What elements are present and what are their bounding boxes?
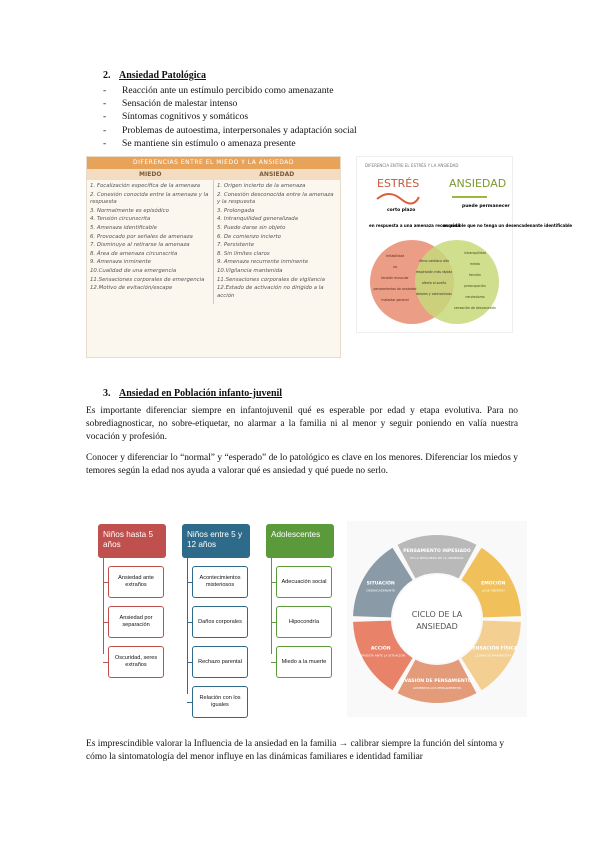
- group-item: Oscuridad, seres extraños: [108, 646, 164, 678]
- cycle-segment-sub: AUMENTAN LOS PENSAMIENTOS: [412, 686, 462, 690]
- section-number: 2.: [103, 70, 111, 81]
- cycle-center-circle: [393, 575, 481, 663]
- cycle-segment-title: SENSACIÓN FÍSICA: [469, 646, 518, 652]
- section-title: Ansiedad en Población infanto-juvenil: [119, 388, 283, 399]
- venn-left-desc: en respuesta a una amenaza reconocida: [369, 223, 460, 228]
- group-header: Niños entre 5 y 12 años: [182, 524, 250, 558]
- cycle-segment-title: PENSAMIENTO INPESIADO: [403, 549, 471, 554]
- group-item: Ansiedad por separación: [108, 606, 164, 638]
- stress-anxiety-venn-image: [356, 156, 573, 333]
- cycle-center-label: ANSIEDAD: [416, 622, 458, 631]
- venn-left-item: pensamientos de ansiedad: [373, 287, 417, 291]
- miedo-item: 11.Sensaciones corporales de emergencia: [90, 276, 205, 283]
- connector-line: [103, 558, 104, 654]
- cycle-segment-title: EMOCIÓN: [481, 581, 506, 587]
- cycle-segment-sub: ¿QUÉ SIENTES?: [481, 588, 505, 593]
- cycle-diagram: [347, 521, 527, 717]
- ansiedad-item: 1. Origen incierto de la amenaza: [217, 183, 306, 189]
- venn-right-item: preocupación: [464, 284, 486, 288]
- group-item: Rechazo parental: [192, 646, 248, 678]
- group-header: Adolescentes: [266, 524, 334, 558]
- miedo-item: 7. Disminuye al retirarse la amenaza: [90, 242, 190, 249]
- cycle-segment-sub: RESPUESTA ANTE LA SITUACIÓN: [356, 653, 405, 658]
- venn-left-item: tensión muscular: [381, 276, 409, 280]
- miedo-column: [87, 180, 213, 304]
- column-header-miedo: MIEDO: [139, 171, 162, 178]
- ansiedad-item: 9. Amenaza recurrente inminente: [217, 259, 309, 266]
- group-item: Daños corporales: [192, 606, 248, 638]
- ansiedad-item: 5. Puede darse sin objeto: [217, 224, 286, 231]
- group-item: Hipocondría: [276, 606, 332, 638]
- table-title: DIFERENCIAS ENTRE EL MIEDO Y LA ANSIEDAD: [87, 157, 340, 169]
- cycle-segment-sub: ES LA BÚSQUEDA DE LA ANSIEDAD: [410, 556, 464, 560]
- symptom-list: [103, 84, 357, 150]
- cycle-segment-sub: DESENCADENANTE: [366, 588, 396, 593]
- ansiedad-item: 4. Intranquilidad generalizada: [217, 216, 298, 223]
- venn-left-title: ESTRÉS: [377, 177, 420, 190]
- connector-line: [271, 558, 272, 654]
- venn-right-item: tensión: [469, 273, 481, 277]
- miedo-item: 5. Amenaza identificable: [90, 224, 157, 231]
- miedo-item: 2. Conexión conocida entre la amenaza y la respuesta: [90, 191, 209, 206]
- venn-title: DIFERENCIA ENTRE EL ESTRÉS Y LA ANSIEDAD: [365, 163, 459, 168]
- cycle-center-label: CICLO DE LA: [411, 610, 463, 619]
- miedo-item: 6. Provocado por señales de amenaza: [90, 233, 193, 240]
- venn-diagram: [357, 157, 573, 332]
- cycle-segment-title: INVASIÓN DE PENSAMIENTOS: [398, 679, 476, 684]
- venn-right-item: nerviosismo: [465, 295, 485, 299]
- venn-right-item: intranquilidad: [463, 251, 487, 255]
- miedo-item: 8. Área de amenaza circunscrita: [90, 250, 178, 257]
- miedo-item: 3. Normalmente es episódico: [90, 207, 169, 214]
- section-heading: [103, 388, 282, 399]
- cycle-segment-title: SITUACIÓN: [366, 581, 395, 587]
- group-item: Acontecimientos misteriosos: [192, 566, 248, 598]
- list-item: - Síntomas cognitivos y somáticos: [103, 110, 357, 123]
- ansiedad-item: 12.Estado de activación no dirigido a la acción: [217, 285, 324, 299]
- ansiedad-item: 10.Vigilancia mantenida: [217, 267, 283, 274]
- venn-center-item: dolores y contracturas: [416, 292, 452, 296]
- ansiedad-item: 6. De comienzo incierto: [217, 233, 281, 240]
- list-item: - Reacción ante un estímulo percibido como amenazante: [103, 84, 357, 97]
- venn-right-arrow: puede permanecer: [462, 204, 510, 209]
- miedo-item: 1. Focalización específica de la amenaza: [90, 183, 201, 189]
- anxiety-cycle-image: [347, 521, 527, 717]
- cycle-segment-sub: ¿CÓMO SE MANIFIESTA?: [475, 653, 512, 658]
- venn-left-item: malestar general: [381, 298, 409, 302]
- group-header: Niños hasta 5 años: [98, 524, 166, 558]
- paragraph: Conocer y diferenciar lo “normal” y “esperado” de lo patológico es clave en los menores. Diferenciar los miedos y temores según la edad nos ayuda a valorar qué es ansiedad y qué puede no serlo.: [86, 453, 518, 476]
- ansiedad-item: 3. Prolongada: [217, 207, 255, 214]
- closing-paragraph: Es imprescindible valorar la Influencia de la ansiedad en la familia → calibrar siempre la función del síntoma y cómo la sintomatología del menor influye en las dinámicas familiares e identidad familiar: [86, 739, 505, 762]
- section-title: Ansiedad Patológica: [119, 70, 206, 81]
- miedo-item: 9. Amenaza inminente: [90, 259, 151, 266]
- paragraph: Es importante diferenciar siempre en infantojuvenil qué es esperable por edad y etapa evolutiva. Para no sobrediagnosticar, no sobre-etiquetar, no alarmar a la familia ni al menor y seguir poniendo en valía nuestra vocación y profesión.: [86, 406, 518, 442]
- venn-right-item: miedo: [470, 262, 480, 266]
- miedo-item: 12.Motivo de evitación/escape: [90, 285, 173, 292]
- section-heading: [103, 70, 206, 81]
- stress-wave-icon: [377, 194, 419, 204]
- venn-left-item: irritabilidad: [385, 254, 405, 258]
- venn-right-item: sensación de desconexión: [454, 306, 496, 310]
- ansiedad-item: 7. Persistente: [217, 242, 255, 249]
- section-number: 3.: [103, 388, 111, 399]
- fear-anxiety-table-image: [86, 156, 341, 358]
- list-item: - Sensación de malestar intenso: [103, 97, 357, 110]
- venn-left-item: ira: [392, 265, 398, 269]
- venn-right-desc: es posible que no tenga un desencadenante identificable: [443, 223, 573, 228]
- group-item: Relación con los iguales: [192, 686, 248, 718]
- connector-line: [187, 558, 188, 694]
- ansiedad-item: 11.Sensaciones corporales de vigilancia: [217, 276, 325, 283]
- ansiedad-item: 2. Conexión desconocida entre la amenaza y la respuesta: [217, 191, 334, 206]
- ansiedad-item: 8. Sin límites claros: [217, 250, 270, 257]
- age-groups-diagram: [96, 520, 336, 725]
- venn-center-item: respiración más rápida: [415, 270, 453, 274]
- venn-left-arrow: corto plazo: [387, 208, 416, 213]
- venn-center-item: afecta al sueño: [421, 281, 447, 285]
- group-item: Adecuación social: [276, 566, 332, 598]
- list-item: - Problemas de autoestima, interpersonales y adaptación social: [103, 124, 357, 137]
- venn-center-item: ritmo cardíaco alto: [418, 259, 450, 263]
- group-item: Ansiedad ante extraños: [108, 566, 164, 598]
- cycle-segment-title: ACCIÓN: [370, 646, 391, 652]
- venn-right-title: ANSIEDAD: [449, 177, 507, 190]
- miedo-item: 10.Cualidad de una emergencia: [90, 267, 177, 274]
- ansiedad-column: [213, 180, 340, 304]
- group-item: Miedo a la muerte: [276, 646, 332, 678]
- list-item: - Se mantiene sin estímulo o amenaza presente: [103, 137, 357, 150]
- column-header-ansiedad: ANSIEDAD: [259, 171, 295, 178]
- miedo-item: 4. Tensión circunscrita: [90, 216, 151, 223]
